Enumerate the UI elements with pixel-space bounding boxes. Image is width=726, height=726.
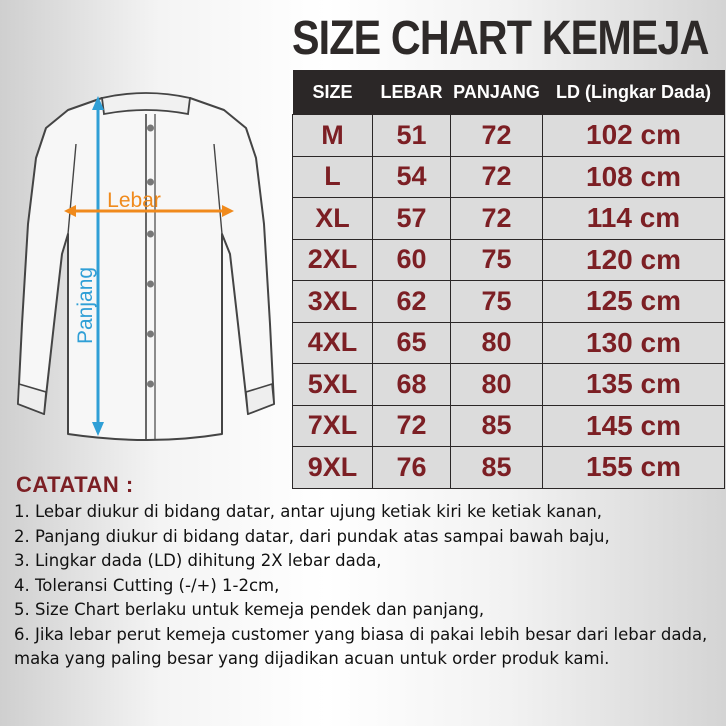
table-row (293, 364, 725, 406)
shirt-diagram (10, 84, 300, 454)
panjang-cell: 72 (451, 115, 543, 157)
size-table-body (293, 115, 725, 489)
table-row (293, 281, 725, 323)
panjang-cell: 72 (451, 198, 543, 240)
table-row (293, 156, 725, 198)
ld-cell: 135 cm (543, 364, 725, 406)
ld-cell: 155 cm (543, 447, 725, 489)
shirt-illustration (10, 84, 300, 454)
lebar-cell: 51 (373, 115, 451, 157)
collar-shape (102, 93, 190, 114)
ld-cell: 102 cm (543, 115, 725, 157)
size-cell: 9XL (293, 447, 373, 489)
notes-title: CATATAN : (16, 472, 134, 497)
ld-cell: 145 cm (543, 405, 725, 447)
size-table-header (293, 70, 725, 115)
table-row (293, 322, 725, 364)
table-row (293, 115, 725, 157)
lebar-cell: 60 (373, 239, 451, 281)
ld-cell: 130 cm (543, 322, 725, 364)
size-cell: 2XL (293, 239, 373, 281)
table-row (293, 405, 725, 447)
panjang-cell: 75 (451, 281, 543, 323)
panjang-cell: 72 (451, 156, 543, 198)
note-item-3: 3. Lingkar dada (LD) dihitung 2X lebar dada, (14, 551, 382, 570)
lebar-cell: 65 (373, 322, 451, 364)
note-item-6: 6. Jika lebar perut kemeja customer yang biasa di pakai lebih besar dari lebar dada, maka yang paling besar yang dijadikan acuan untuk order produk kami. (14, 624, 708, 668)
size-cell: 7XL (293, 405, 373, 447)
lebar-label: Lebar (107, 189, 161, 212)
ld-cell: 120 cm (543, 239, 725, 281)
lebar-cell: 72 (373, 405, 451, 447)
header-ld: LD (Lingkar Dada) (543, 70, 725, 115)
ld-cell: 125 cm (543, 281, 725, 323)
panjang-cell: 80 (451, 364, 543, 406)
panjang-cell: 80 (451, 322, 543, 364)
size-cell: L (293, 156, 373, 198)
notes-section (14, 470, 720, 672)
panjang-label: Panjang (74, 266, 97, 344)
note-item-2: 2. Panjang diukur di bidang datar, dari pundak atas sampai bawah baju, (14, 526, 610, 546)
table-row (293, 239, 725, 281)
panjang-cell: 75 (451, 239, 543, 281)
size-cell: 4XL (293, 322, 373, 364)
page-title: SIZE CHART KEMEJA (292, 12, 709, 65)
note-item-4: 4. Toleransi Cutting (-/+) 1-2cm, (14, 575, 280, 595)
size-cell: XL (293, 198, 373, 240)
header-lebar: LEBAR (373, 70, 451, 115)
header-panjang: PANJANG (451, 70, 543, 115)
size-table (292, 70, 725, 489)
size-cell: M (293, 115, 373, 157)
header-size: SIZE (293, 70, 373, 115)
size-cell: 3XL (293, 281, 373, 323)
ld-cell: 114 cm (543, 198, 725, 240)
panjang-cell: 85 (451, 405, 543, 447)
lebar-cell: 76 (373, 447, 451, 489)
size-cell: 5XL (293, 364, 373, 406)
lebar-cell: 57 (373, 198, 451, 240)
ld-cell: 108 cm (543, 156, 725, 198)
table-row (293, 198, 725, 240)
lebar-cell: 68 (373, 364, 451, 406)
lebar-cell: 62 (373, 281, 451, 323)
lebar-cell: 54 (373, 156, 451, 198)
note-item-1: 1. Lebar diukur di bidang datar, antar ujung ketiak kiri ke ketiak kanan, (14, 502, 603, 521)
panjang-cell: 85 (451, 447, 543, 489)
note-item-5: 5. Size Chart berlaku untuk kemeja pendek dan panjang, (14, 600, 485, 619)
